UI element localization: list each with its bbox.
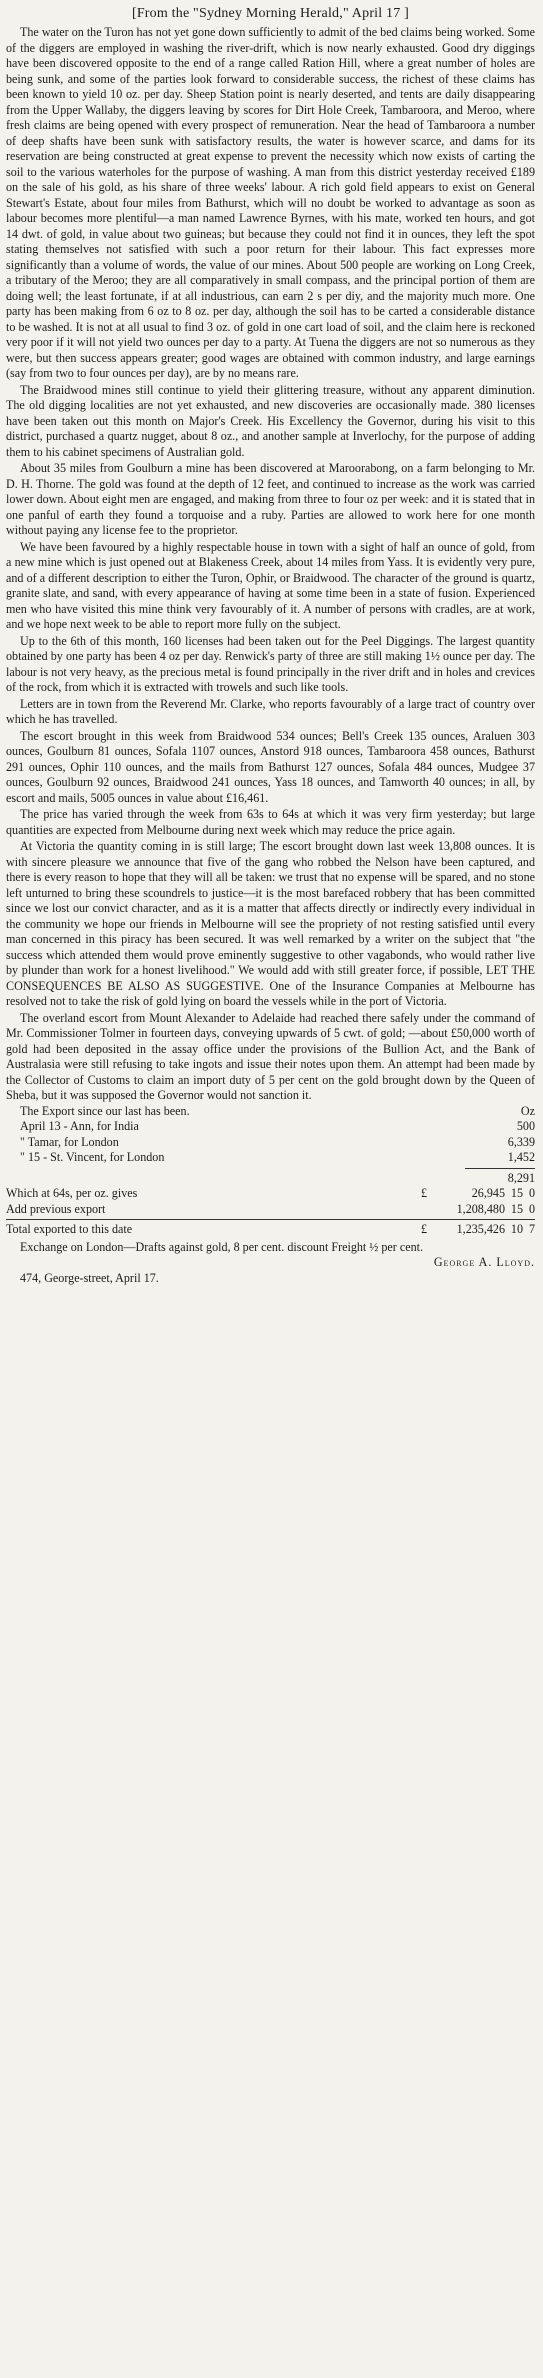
shipment-label: " 15 - St. Vincent, for London — [20, 1150, 165, 1164]
export-shipment-row — [6, 1150, 535, 1166]
total-rule — [6, 1219, 535, 1220]
shipment-ounces: 1,452 — [507, 1150, 535, 1164]
total-pounds: 1,235,426 — [456, 1222, 505, 1236]
shillings-amount: 15 — [510, 1186, 523, 1200]
shipment-ounces: 6,339 — [507, 1134, 535, 1149]
export-value-row — [6, 1202, 535, 1218]
total-pence: 7 — [528, 1222, 535, 1236]
pounds-amount: 1,208,480 — [456, 1201, 505, 1216]
signature: George A. Lloyd. — [433, 1255, 535, 1269]
export-intro: The Export since our last has been. — [20, 1103, 190, 1118]
paragraph-escort: The escort brought in this week from Braidwood 534 ounces; Bell's Creek 135 ounces, Araluen 303 ounces, Goulburn 81 ounces, Sofala 1107 ounces, Anstord 918 ounces, Tambaroora 458 ounces, Bathurst 291 ounces, Ophir 110 ounces, and the mails from Bathurst 127 ounces, Sofala 484 ounces, Mudgee 37 ounces, Goulburn 92 ounces, Braidwood 241 ounces, Yass 18 ounces, and Tamworth 40 ounces; in all, by escort and mails, 5005 ounces in value about £16,461. — [6, 728, 535, 805]
export-table — [6, 1104, 535, 1238]
shipment-ounces: 500 — [516, 1119, 535, 1133]
total-ounces: 8,291 — [507, 1170, 535, 1185]
article-source-heading: [From the "Sydney Morning Herald," April 17 ] — [131, 6, 410, 21]
export-shipment-row — [6, 1119, 535, 1135]
paragraph-peel-diggings: Up to the 6th of this month, 160 licenses had been taken out for the Peel Diggings. The largest quantity obtained by one party has been 4 oz per day. Renwick's party of three are still making 1½ ounce per day. The labour is not very heavy, as the precious metal is found principally in the river drift and in holes and crevices of the rock, from which it is extracted with trowels and such like tools. — [6, 633, 535, 694]
total-shillings: 10 — [510, 1222, 523, 1236]
paragraph-turon: The water on the Turon has not yet gone down sufficiently to admit of the bed claims being worked. Some of the diggers are employed in washing the river-drift, which is now nearly exhausted. Good dry diggings have been discovered opposite to the end of a range called Ration Hill, where a great number of holes are being sunk, and some of the parties look forward to considerable success, the richest of these claims has been known to yield 10 oz. per day. Sheep Station point is nearly deserted, and tents are daily disappearing from the Upper Wallaby, the diggers leaving by scores for Dirt Hole Creek, Tambaroora, and Meroo, where fresh claims are being opened with every prospect of remuneration. Near the head of Tambaroora a number of deep shafts have been sunk with satisfactory results, the water is however scarce, and dams for its reservation are being constructed at great expense to prevent the necessity which now exists of carting the soil to the various waterholes for the purpose of washing. A man from this district yesterday received £189 on the sale of his gold, as his share of three weeks' labour. A rich gold field appears to exist on General Stewart's Estate, about four miles from Bathurst, which will no doubt be worked to advantage as soon as labour becomes more plentiful—a man named Lawrence Byrnes, with his mate, worked ten hours, and got 14 dwt. of gold, in value about two guineas; but because they could not find it in ounces, they left the spot stating themselves not satisfied with such a poor return for their labour. This fact expresses more significantly than a volume of words, the value of our mines. About 500 people are working on Long Creek, a tributary of the Meroo; they are all comparatively in small compass, and the principal portion of them are doing well; the least fortunate, if at all industrious, can earn 2 s per diy, and the majority much more. One party has been making from 6 oz to 8 oz. per day, although the soil has to be carted a considerable distance to be washed. It is not at all usual to find 3 oz. of gold in one cart load of soil, and the claim here is reckoned very poor if it will not yield two ounces per day to a party. At Tuena the diggers are not so numerous as they were, but then success appears greater; good wages are obtained with common industry, and large earnings (say from two to four ounces per day), are by no means rare. — [6, 25, 536, 380]
signature-block — [6, 1255, 535, 1271]
pounds-amount: 26,945 — [471, 1186, 505, 1200]
export-total-row — [6, 1222, 535, 1238]
value-row-label: Add previous export — [6, 1201, 106, 1216]
currency-symbol: £ — [420, 1186, 427, 1200]
paragraph-braidwood: The Braidwood mines still continue to yield their glittering treasure, without any apparent diminution. The old digging localities are not yet exhausted, and new discoveries are occasionally made. 380 licenses have been taken out this month on Major's Creek. His Excellency the Governor, during his visit to this district, purchased a quartz nugget, about 8 oz., and another sample at Inverlochy, for the purpose of adding them to his cabinet specimens of Australian gold. — [6, 382, 535, 459]
currency-symbol: £ — [420, 1222, 427, 1236]
export-table-header — [6, 1104, 535, 1120]
exchange-note: Exchange on London—Drafts against gold, 8 per cent. discount Freight ½ per cent. — [20, 1239, 424, 1254]
paragraph-overland-escort: The overland escort from Mount Alexander to Adelaide had reached there safely under the command of Mr. Commissioner Tolmer in fourteen days, conveying upwards of 5 cwt. of gold; —about £50,000 worth of gold had been deposited in the assay office under the provisions of the Bullion Act, and the Bank of Australasia were still refusing to take ingots and issue their notes upon them. An attempt had been made by the Collector of Customs to claim an import duty of 5 per cent on the gold brought down by the Queen of Sheba, but it was supposed the Governor would not sanction it. — [6, 1010, 535, 1102]
paragraph-clarke-letters: Letters are in town from the Reverend Mr. Clarke, who reports favourably of a large tract of country over which he has travelled. — [6, 696, 535, 726]
shillings-amount: 15 — [510, 1201, 523, 1216]
value-row-label: Which at 64s, per oz. gives — [6, 1186, 138, 1200]
paragraph-blakeness-creek: We have been favoured by a highly respectable house in town with a sight of half an ounce of gold, from a new mine which is just opened out at Blakeness Creek, about 14 miles from Yass. It is evidently very pure, and of a different description to either the Turon, Ophir, or Braidwood. The character of the ground is quartz, granite slate, and sand, with every appearance of having at some time been in a state of fusion. Experienced men who have visited this mine think very favourably of it. A number of persons with cradles, are at work, and we hope next week to be able to report more fully on the subject. — [6, 539, 535, 631]
paragraph-victoria: At Victoria the quantity coming in is still large; The escort brought down last week 13,808 ounces. It is with sincere pleasure we announce that five of the gang who robbed the Nelson have been captured, and there is every reason to hope that they will all be taken: we trust that no expense will be spared, and no stone left unturned to bring these scoundrels to justice—it is the most barefaced robbery that has been committed since we lost our convict character, and as it is a matter that affects directly or indirectly every individual in the community we hope our friends in Melbourne will see the propriety of not resting satisfied until every man concerned in this piracy has been secured. It was well remarked by a writer on the subject that "the success which attended them would prove eminently suggestive to other vagabonds, who would rather live by plunder than work for a honest livelihood." We would add with still greater force, if possible, LET THE CONSEQUENCES BE ALSO AS SUGGESTIVE. One of the Insurance Companies at Melbourne has resolved not to take the risk of gold lying on board the vessels while in the port of Victoria. — [6, 839, 535, 1008]
subtotal-rule — [465, 1168, 535, 1169]
address-line: 474, George-street, April 17. — [20, 1270, 159, 1285]
export-value-row — [6, 1186, 535, 1202]
shipment-label: April 13 - Ann, for India — [20, 1119, 139, 1133]
paragraph-goulburn: About 35 miles from Goulburn a mine has been discovered at Maroorabong, on a farm belonging to Mr. D. H. Thorne. The gold was found at the depth of 12 feet, and continued to increase as the work was carried lower down. About eight men are engaged, and making from three to four oz per week: and it is stated that in one panful of earth they found a torquoise and a ruby. Parties are allowed to work here for one month without paying any license fee to the proprietor. — [6, 461, 535, 537]
shipment-label: " Tamar, for London — [20, 1134, 119, 1149]
export-shipment-row — [6, 1135, 535, 1151]
paragraph-price: The price has varied through the week from 63s to 64s at which it was very firm yesterday; but large quantities are expected from Melbourne during next week which may reduce the price again. — [6, 807, 535, 837]
export-oz-header: Oz — [520, 1103, 535, 1118]
total-label: Total exported to this date — [6, 1222, 133, 1236]
pence-amount: 0 — [528, 1186, 535, 1200]
pence-amount: 0 — [528, 1201, 535, 1216]
